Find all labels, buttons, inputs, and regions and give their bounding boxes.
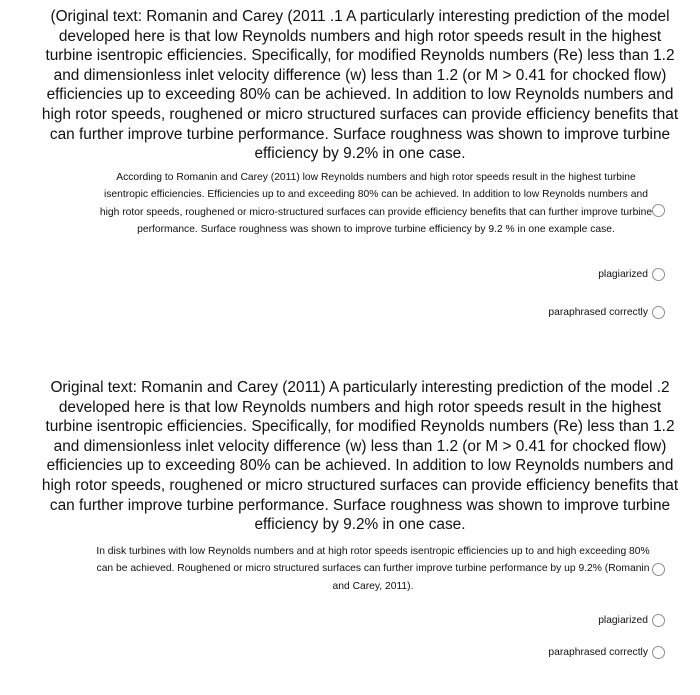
question-2-prompt: Original text: Romanin and Carey (2011) A particularly interesting prediction of the model .2 developed here is that low Reynolds numbers and high rotor speeds result in the highest turbine isentropic efficiencies. Specifically, for modified Reynolds numbers (Re) less than 1.2 and dimensionless inlet velocity difference (w) less than 1.2 (or M > 0.41 for chocked flow) efficiencies up to exceeding 80% can be achieved. In addition to low Reynolds numbers and high rotor speeds, roughened or micro structured surfaces can provide efficiency benefits that can further improve turbine performance. Surface roughness was shown to improve turbine efficiency by 9.2% in one case. bbox=[41, 379, 679, 534]
question-1-option-a-text: According to Romanin and Carey (2011) low Reynolds numbers and high rotor speeds result in the highest turbine isentropic efficiencies. Efficiencies up to and exceeding 80% can be achieved. In addition to low Reynolds numbers and high rotor speeds, roughened or micro-structured surfaces can provide efficiency benefits that can further improve turbine performance. Surface roughness was shown to improve turbine efficiency by 9.2 % in one example case. bbox=[99, 172, 653, 236]
question-2-option-b-radio[interactable] bbox=[652, 614, 665, 627]
question-2-option-b-label: plagiarized bbox=[598, 615, 648, 626]
question-2-option-a-radio[interactable] bbox=[652, 563, 665, 576]
question-1-option-a-radio[interactable] bbox=[652, 204, 665, 217]
question-1-option-b-radio[interactable] bbox=[652, 268, 665, 281]
question-2-option-c-radio[interactable] bbox=[652, 646, 665, 659]
question-1-prompt: (Original text: Romanin and Carey (2011 .1 A particularly interesting prediction of the model developed here is that low Reynolds numbers and high rotor speeds result in the highest turbine isentropic efficiencies. Specifically, for modified Reynolds numbers (Re) less than 1.2 and dimensionless inlet velocity difference (w) less than 1.2 (or M > 0.41 for chocked flow) efficiencies up to exceeding 80% can be achieved. In addition to low Reynolds numbers and high rotor speeds, roughened or micro structured surfaces can provide efficiency benefits that can further improve turbine performance. Surface roughness was shown to improve turbine efficiency by 9.2% in one case. bbox=[41, 8, 679, 163]
question-1-option-c-label: paraphrased correctly bbox=[548, 307, 648, 318]
question-1-option-b-label: plagiarized bbox=[598, 269, 648, 280]
question-1-option-c-radio[interactable] bbox=[652, 306, 665, 319]
question-2-option-a-text: In disk turbines with low Reynolds numbers and at high rotor speeds isentropic efficiencies up to and high exceeding 80% can be achieved. Roughened or micro structured surfaces can further improve turbine performance by up 9.2% (Romanin and Carey, 2011). bbox=[96, 546, 650, 592]
question-2-option-c-label: paraphrased correctly bbox=[548, 647, 648, 658]
